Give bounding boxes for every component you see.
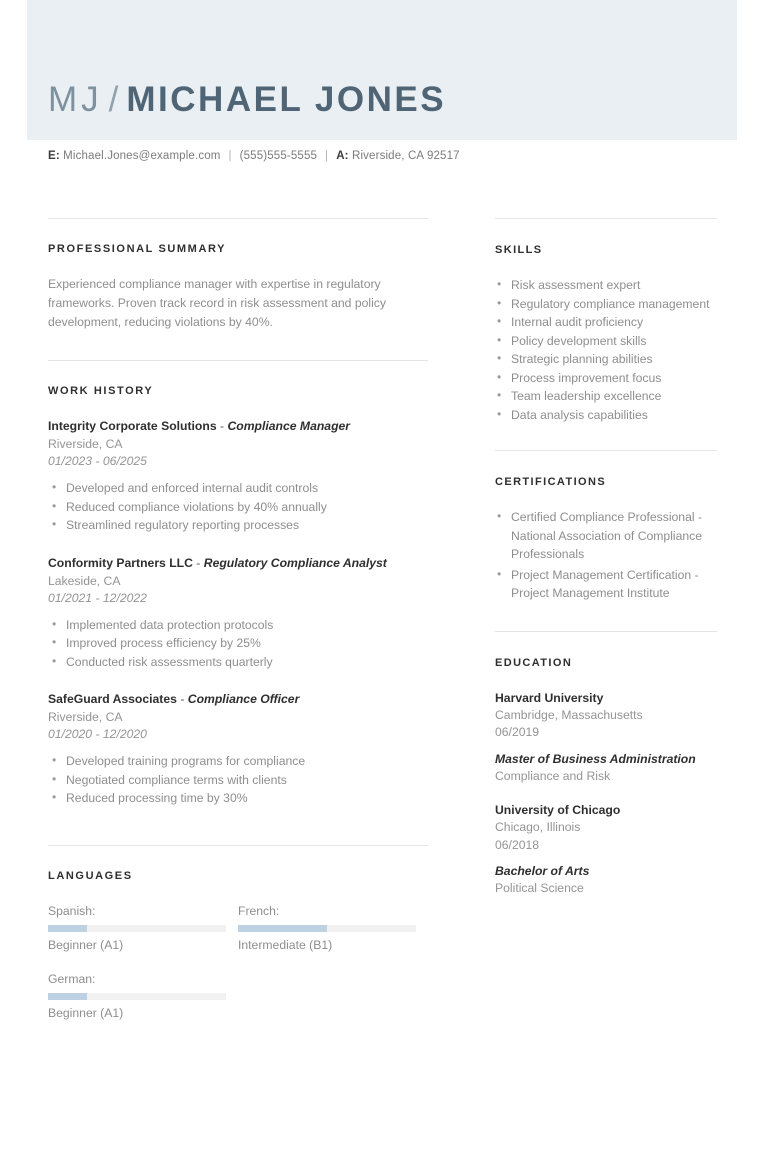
job-role: Regulatory Compliance Analyst: [203, 555, 387, 570]
section-title-education: EDUCATION: [495, 656, 573, 669]
job-dates: 01/2023 - 06/2025: [48, 454, 147, 468]
language-name: German:: [48, 971, 96, 986]
divider-languages: [48, 845, 428, 846]
contact-line: [48, 150, 460, 162]
divider-education: [495, 631, 717, 632]
phone-value: (555)555-5555: [239, 150, 318, 162]
job-company: SafeGuard Associates: [48, 692, 177, 706]
job-bullet: • Developed and enforced internal audit controls: [48, 479, 428, 498]
address-label: A:: [336, 150, 349, 162]
education-degree: Bachelor of Arts: [495, 864, 590, 878]
job-location: Riverside, CA: [48, 710, 123, 724]
job-role: Compliance Officer: [187, 692, 300, 706]
job-bullet: • Implemented data protection protocols: [48, 616, 428, 635]
job-dash: -: [192, 555, 204, 570]
education-entry: [495, 689, 717, 786]
summary-text: Experienced compliance manager with expertise in regulatory frameworks. Proven track record in risk assessment and policy development, reducing violations by 40%.: [48, 277, 386, 329]
skill-item: • Regulatory compliance management: [495, 295, 717, 314]
education-field: Compliance and Risk: [495, 768, 611, 783]
education-location: Chicago, Illinois: [495, 820, 581, 834]
language-name: Spanish:: [48, 903, 96, 918]
job-bullet: • Reduced processing time by 30%: [48, 789, 428, 808]
language-progress-bar: [238, 925, 416, 932]
job-title-line: [48, 690, 428, 708]
divider-skills: [495, 218, 717, 219]
job-company: Conformity Partners LLC: [48, 555, 193, 570]
section-title-work-history: WORK HISTORY: [48, 385, 154, 397]
job-bullet-list: [48, 752, 428, 808]
skill-item: • Data analysis capabilities: [495, 406, 717, 425]
job-bullet: • Developed training programs for compliance: [48, 752, 428, 771]
education-entry: [495, 801, 717, 898]
job-dates: 01/2020 - 12/2020: [48, 727, 147, 741]
divider-certifications: [495, 450, 717, 451]
language-level: Beginner (A1): [48, 1005, 124, 1020]
contact-separator-1: |: [228, 150, 232, 162]
job-bullet: • Reduced compliance violations by 40% annually: [48, 498, 428, 517]
job-location: Riverside, CA: [48, 437, 123, 451]
job-entry: [48, 417, 428, 535]
job-role: Compliance Manager: [227, 419, 351, 433]
language-name: French:: [238, 903, 280, 918]
education-date: 06/2019: [495, 725, 540, 739]
section-title-certifications: CERTIFICATIONS: [495, 476, 607, 488]
left-column: [48, 218, 428, 1038]
language-progress-bar: [48, 925, 226, 932]
contact-separator-2: |: [325, 150, 329, 162]
language-level: Intermediate (B1): [238, 937, 333, 952]
initials-monogram: MJ: [48, 80, 103, 119]
education-field: Political Science: [495, 881, 584, 895]
job-entry: [48, 554, 428, 672]
job-bullet: • Conducted risk assessments quarterly: [48, 653, 428, 672]
language-level: Beginner (A1): [48, 937, 124, 952]
language-item: [238, 902, 428, 954]
job-dates: 01/2021 - 12/2022: [48, 590, 147, 605]
language-progress-bar: [48, 993, 226, 1000]
job-title-line: [48, 417, 428, 435]
skill-item: • Strategic planning abilities: [495, 350, 717, 369]
job-bullet: • Negotiated compliance terms with clients: [48, 771, 428, 790]
right-column: [495, 218, 717, 914]
language-progress-fill: [48, 993, 87, 1000]
skill-item: • Risk assessment expert: [495, 276, 717, 295]
language-progress-fill: [48, 925, 87, 932]
divider-work-history: [48, 360, 428, 361]
job-dash: -: [216, 419, 228, 433]
divider-summary: [48, 218, 428, 219]
email-label: E:: [48, 150, 60, 162]
job-bullet-list: [48, 479, 428, 535]
job-location: Lakeside, CA: [48, 573, 121, 588]
certifications-list: [495, 508, 717, 603]
certification-item: • Certified Compliance Professional - National Association of Compliance Professionals: [495, 508, 717, 564]
job-bullet-list: [48, 616, 428, 672]
section-title-languages: LANGUAGES: [48, 869, 133, 882]
email-value: Michael.Jones@example.com: [63, 150, 221, 162]
education-date: 06/2018: [495, 837, 540, 852]
address-value: Riverside, CA 92517: [351, 150, 460, 162]
section-title-summary: PROFESSIONAL SUMMARY: [48, 243, 227, 255]
language-progress-fill: [238, 925, 327, 932]
skill-item: • Policy development skills: [495, 332, 717, 351]
section-title-skills: SKILLS: [495, 244, 543, 256]
language-item: [48, 970, 238, 1022]
skills-list: [495, 276, 717, 424]
education-school: University of Chicago: [495, 803, 621, 817]
languages-grid: [48, 902, 428, 1038]
skill-item: • Team leadership excellence: [495, 387, 717, 406]
education-degree: Master of Business Administration: [495, 751, 696, 766]
education-location: Cambridge, Massachusetts: [495, 707, 643, 722]
certification-item: • Project Management Certification - Project Management Institute: [495, 566, 717, 603]
name-separator: /: [108, 80, 121, 119]
skill-item: • Internal audit proficiency: [495, 313, 717, 332]
page-title: [48, 78, 446, 122]
skill-item: • Process improvement focus: [495, 369, 717, 388]
job-dash: -: [176, 692, 188, 706]
education-school: Harvard University: [495, 690, 604, 705]
job-entry: [48, 690, 428, 808]
job-bullet: • Streamlined regulatory reporting processes: [48, 516, 428, 535]
job-title-line: [48, 554, 428, 572]
full-name: MICHAEL JONES: [126, 80, 447, 119]
language-item: [48, 902, 238, 954]
job-company: Integrity Corporate Solutions: [48, 419, 217, 433]
job-bullet: • Improved process efficiency by 25%: [48, 634, 428, 653]
